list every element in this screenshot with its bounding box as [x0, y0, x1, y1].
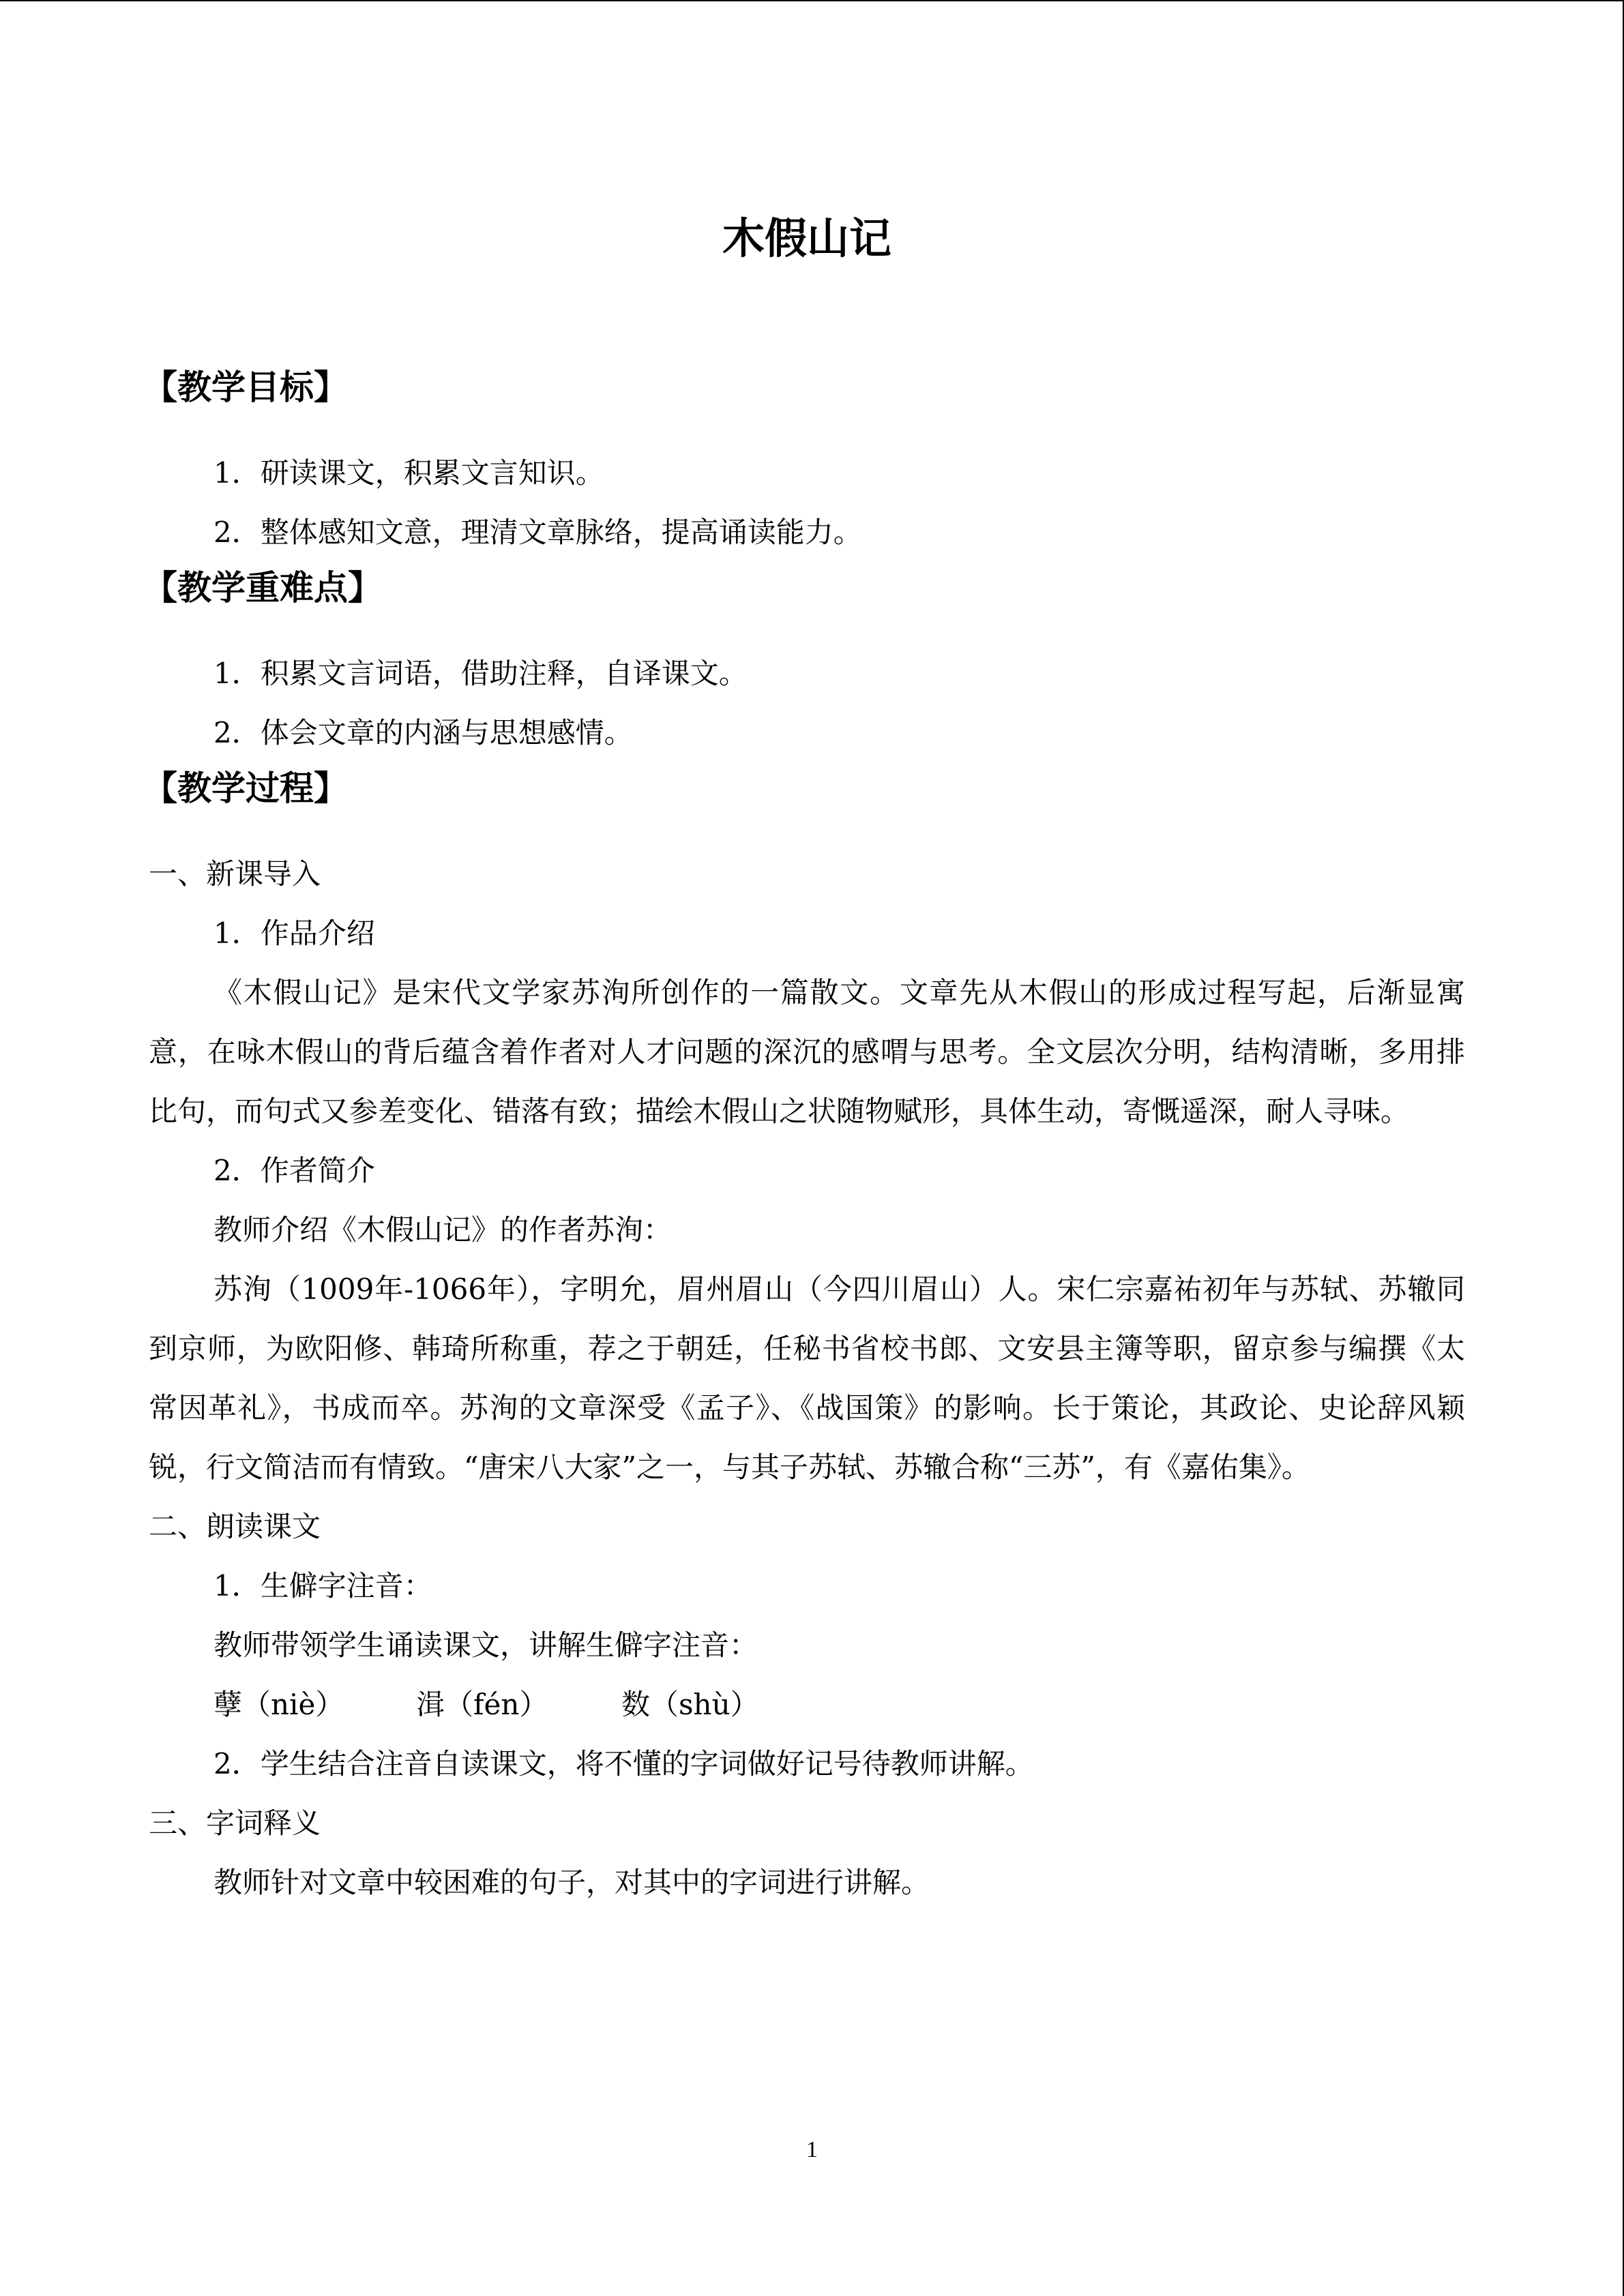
part-title-reading: 二、朗读课文: [149, 1510, 321, 1543]
part-title-intro: 一、新课导入: [149, 857, 321, 891]
subheading-work-intro: 1．作品介绍: [213, 916, 375, 950]
self-reading-instruction: 2．学生结合注音自读课文，将不懂的字词做好记号待教师讲解。: [213, 1747, 1034, 1780]
subheading-author-intro: 2．作者简介: [213, 1154, 375, 1187]
section-heading-process: 【教学过程】: [143, 769, 348, 808]
pinyin-item: 数（shù）: [621, 1688, 759, 1721]
author-intro-lead: 教师介绍《木假山记》的作者苏洵：: [213, 1213, 673, 1247]
subheading-pronunciation: 1．生僻字注音：: [213, 1569, 432, 1602]
section-heading-key-points: 【教学重难点】: [143, 568, 382, 608]
pinyin-item: 湒（fén）: [416, 1688, 548, 1721]
document-body: [143, 205, 1465, 1912]
section-process: [143, 762, 1465, 1912]
vocabulary-lead: 教师针对文章中较困难的句子，对其中的字词进行讲解。: [213, 1866, 930, 1899]
pronunciation-lead: 教师带领学生诵读课文，讲解生僻字注音：: [213, 1628, 758, 1662]
part-title-vocabulary: 三、字词释义: [149, 1806, 321, 1840]
goal-item: 2．整体感知文意，理清文章脉络，提高诵读能力。: [213, 516, 862, 549]
pinyin-item: 孽（niè）: [213, 1688, 344, 1721]
key-point-item: 1．积累文言词语，借助注释，自译课文。: [213, 657, 748, 690]
pinyin-list: [149, 1675, 1465, 1734]
document-title: 木假山记: [722, 213, 891, 263]
section-heading-goals: 【教学目标】: [143, 368, 348, 407]
work-intro-paragraph: 《木假山记》是宋代文学家苏洵所创作的一篇散文。文章先从木假山的形成过程写起，后渐显寓意，在咏木假山的背后蕴含着作者对人才问题的深沉的感喟与思考。全文层次分明，结构清晰，多用排比句，而句式又参差变化、错落有致；描绘木假山之状随物赋形，具体生动，寄慨遥深，耐人寻味。: [149, 976, 1465, 1128]
page-number: 1: [806, 2137, 818, 2162]
section-key-points: [143, 562, 1465, 762]
key-point-item: 2．体会文章的内涵与思想感情。: [213, 716, 633, 749]
section-goals: [143, 361, 1465, 562]
author-bio-paragraph: 苏洵（1009年-1066年），字明允，眉州眉山（今四川眉山）人。宋仁宗嘉祐初年与苏轼、苏辙同到京师，为欧阳修、韩琦所称重，荐之于朝廷，任秘书省校书郎、文安县主簿等职，留京参与编撰《太常因革礼》，书成而卒。苏洵的文章深受《孟子》、《战国策》的影响。长于策论，其政论、史论辞风颖锐，行文简洁而有情致。“唐宋八大家”之一，与其子苏轼、苏辙合称“三苏”，有《嘉佑集》。: [149, 1272, 1465, 1484]
goal-item: 1．研读课文，积累文言知识。: [213, 456, 604, 490]
